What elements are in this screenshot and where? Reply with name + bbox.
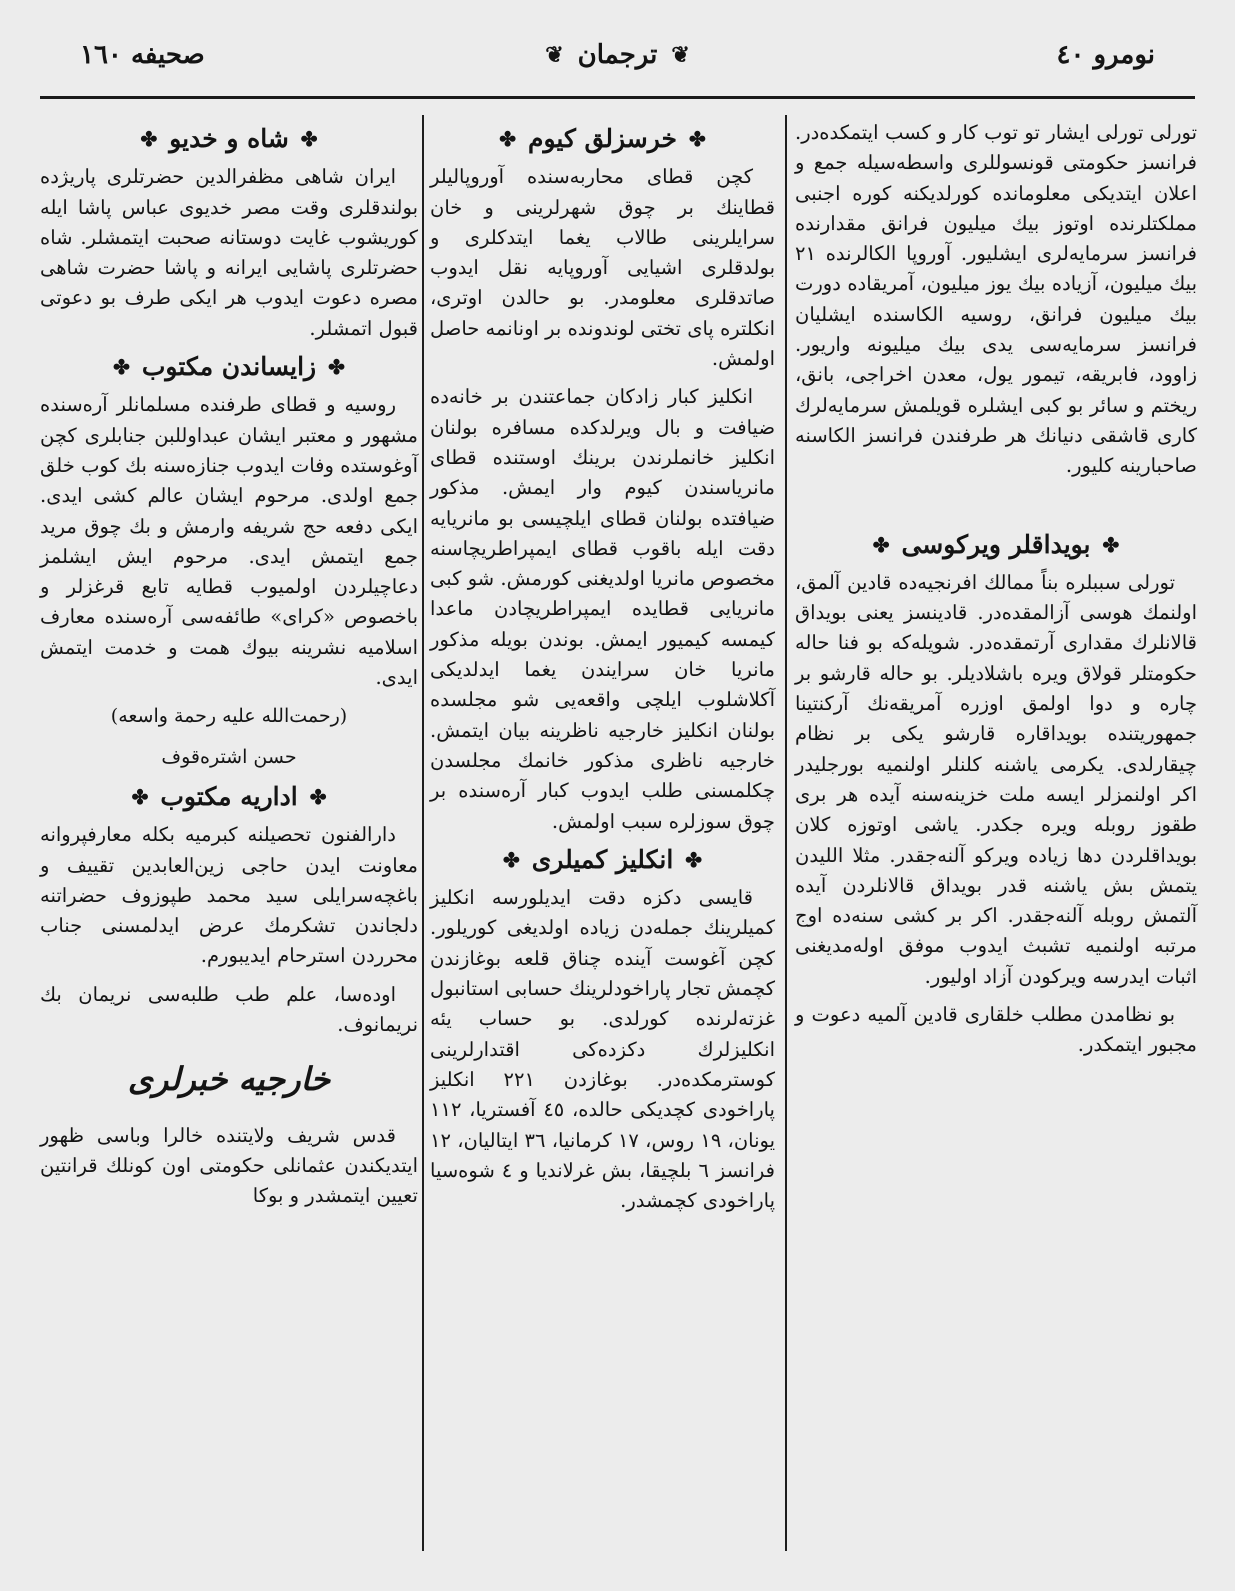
section-title: اداریه مکتوب	[160, 781, 298, 811]
masthead	[545, 40, 690, 70]
section-title-large: خارجیه خبرلری	[127, 1060, 331, 1099]
article-paragraph: بو نظامدن مطلب خلقاری قادین آلمیه دعوت و مجبور ایتمکدر.	[795, 1003, 1197, 1057]
ornament-icon: ✤	[502, 847, 520, 872]
column-left	[40, 118, 418, 1561]
ornament-icon: ❦	[671, 42, 690, 68]
ornament-icon: ✤	[1102, 532, 1120, 557]
article-paragraph: ایران شاهی مظفرالدین حضرتلری پاریژده بولندقلری وقت مصر خدیوی عباس پاشا ایله کوریشوب غایت دوستانه صحبت ایتمشلر. شاه حضرتلری پاشایی ایرانه و پاشا حضرت شاهی مصره دعوت ایدوب هر ایکی طرف بو دعوتی قبول اتمشلر.	[40, 165, 418, 340]
article-paragraph: انکلیز کبار زادکان جماعتندن بر خانه‌ده ضیافت و بال ویرلدکده مسافره بولنان انکلیز خانملرندن برینك اوستنده قطای مانریاسندن کیوم وار ایمش. مذکور ضیافتده بولنان قطای ایلچیسی بو مانریایه دقت ایله باقوب قطای ایمپراطریچاسنه مخصوص مانریا اولدیغنی کورمش. شو کبی مانریایی قطایده ایمپراطریچادن ماعدا کیمسه کیمیور ایمش. بوندن بویله مذکور مانریا خان سرایندن یغما ایدلدیکی آکلاشلوب ایلچی واقعه‌یی شو مجلسده بولنان انکلیز خارجیه ناظرینه بیان ایتمش. خارجیه ناظری مذکور خانمك مجلسدن چکلمسنی طلب ایدوب کبار آره‌سنده بر چوق سوزلره سبب اولمش.	[430, 385, 775, 833]
section-heading	[40, 782, 418, 812]
ornament-icon: ✤	[309, 785, 327, 810]
ornament-icon: ❦	[545, 42, 564, 68]
ornament-icon: ✤	[689, 127, 706, 152]
ornament-icon: ✤	[140, 127, 158, 152]
section-heading	[40, 352, 418, 382]
page-number: صحیفه ۱٦٠	[80, 40, 205, 70]
ornament-icon: ✤	[685, 847, 703, 872]
section-title: شاه و خدیو	[169, 124, 289, 153]
signature: حسن اشتره‌قوف	[161, 745, 297, 768]
column-divider	[422, 115, 424, 1551]
page-header	[40, 28, 1195, 108]
ornament-icon: ✤	[872, 532, 890, 557]
ornament-icon: ✤	[113, 355, 130, 380]
prayer-line: (رحمت‌الله علیه رحمة واسعه)	[110, 705, 348, 728]
section-title: زایساندن مکتوب	[141, 352, 317, 382]
section-title: انکلیز کمیلری	[531, 844, 674, 874]
header-rule	[40, 96, 1195, 99]
section-heading	[430, 845, 775, 875]
article-paragraph: قایسی دکزه دقت ایدیلورسه انکلیز کمیلرینك جمله‌دن زیاده اولدیغی کوریلور. کچن آغوست آینده چناق قلعه بوغازندن کچمش تجار پاراخودلرینك حسابی استانبول غزته‌لرنده کورلدی. بو حساب یئه انکلیزلرك دکزده‌کی اقتدارلرینی کوسترمکده‌در. بوغازدن ۲۲۱ انکلیز پاراخودی کچدیکی حالده، ٤٥ آفستریا، ۱۱۲ یونان، ۱۹ روس، ۱۷ کرمانیا، ۳٦ ایتالیان، ۱۲ فرانسز ٦ بلچیقا، بش غرلاندیا و ٤ شوه‌سیا پاراخودی کچمشدر.	[430, 886, 776, 1213]
column-divider	[785, 115, 787, 1551]
ornament-icon: ✤	[499, 127, 516, 152]
article-paragraph: کچن قطای محاربه‌سنده آوروپالیلر قطاینك بر چوق شهرلرینی و خان سرایلرینی طالاب یغما ایتدکلری و بولدقلری اشیایی آوروپایه نقل ایدوب صاتدقلری معلومدر. بو حالدن اوتری، انکلتره پای تختی لوندونده بر اونانمه حاصل اولمش.	[430, 165, 775, 371]
article-paragraph: روسیه و قطای طرفنده مسلمانلر آره‌سنده مشهور و معتبر ایشان عبداوللبن جنابلری کچن آوغوستده وفات ایدوب جنازه‌سنه بك کوب خلق جمع اولدی. مرحوم ایشان عالم کشی ایدی. ایکی دفعه حج شریفه وارمش و بك چوق مرید جمع ایتمش ایدی. مرحوم ایش ایشلمز دعاچیلردن اولمیوب قطایه تابع قرغزلر و باخصوص «کرای» طائفه‌سی آره‌سنده معارف اسلامیه نشرینه بیوك همت و خدمت ایتمش ایدی.	[40, 393, 418, 690]
ornament-icon: ✤	[131, 785, 149, 810]
article-paragraph: تورلی سببلره بناً ممالك افرنجیه‌ده قادین آلمق، اولنمك هوسی آزالمقده‌در. قادینسز یعنی بویداق قالانلرك مقداری آرتمقده‌در. شویله‌که بو فنا حاله حکومتلر قولاق ویره باشلادیلر. بو حاله قارشو بر چاره و دوا اولمق اوزره آمریقه‌نك آرکنتینا جمهوریتنده بویداقاره قارشو یکی بر نظام چیقارلدی. یکرمی یاشنه کلنلر اولنمیه بورجلیدر اکر اولنمزلر ایسه ملت خزینه‌سنه آیده هر بری طقوز روبله ویره جکدر. یاشی اوتوزه کلان بویداقلردن دها زیاده ویرکو آلنه‌جقدر. مثلا اللیدن یتمش بش یاشنه قدر بویداق قالانلردن آیده آلتمش روبله آلنه‌جقدر. اکر بر کشی سنه‌ده اوج مرتبه اولنمیه تشبث ایدوب موفق اوله‌مدیغنی اثبات ایدرسه ویرکودن آزاد اولیور.	[795, 570, 1197, 988]
section-title: خرسزلق کیوم	[528, 124, 677, 153]
section-heading	[40, 124, 418, 154]
newspaper-title: ترجمان	[577, 40, 658, 70]
signature: اوده‌سا، علم طب طلبه‌سی نریمان بك نریمانوف.	[40, 982, 418, 1037]
ornament-icon: ✤	[328, 355, 345, 380]
section-title: بویداقلر ویرکوسی	[901, 529, 1091, 559]
column-middle	[430, 118, 775, 1561]
article-paragraph: دارالفنون تحصیلنه کبرمیه بکله معارفپروانه معاونت ایدن حاجی زین‌العابدین تقییف و باغچه‌سرایلی سید محمد طپوزوف حضراتنه دلجاندن تشکرمك عرض ایدلمسنی جناب محرردن استرحام ایدیبورم.	[40, 823, 418, 968]
section-heading	[430, 124, 775, 154]
article-paragraph: تورلی تورلی ایشار تو توب کار و کسب ایتمکده‌در. فرانسز حکومتی قونسوللری واسطه‌سیله جمع و اعلان ایتدیکی معلومانده کورلدیکنه کوره اجنبی مملکتلرنده اوتوز بیك میلیون فرانق مقدارنده فرانسز سرمایه‌لری ایشلیور. آوروپا الکالرنده ۲۱ بیك میلیون، آزیاده بیك یوز میلیون، آمریقاده دورت بیك میلیون فرانق، روسیه الکاسنده ایشلیان فرانسز سرمایه‌سی یدی بیك میلیونه واریور. زاوود، فابریقه، تیمور یول، معدن اخراجی، بانق، ریختم و سائر بو کبی ایشلره قویلمش سرمایه‌لرك کاری قاشقی دنیانك هر طرفندن فرانسز الکاسنه صاحبارینه کلیور.	[795, 121, 1197, 478]
article-paragraph: قدس شریف ولایتنده خالرا وباسی ظهور ایتدیکندن عثمانلی حکومتی اون کونلك قرانتین تعیین ایتمشدر و بوکا	[40, 1123, 418, 1208]
ornament-icon: ✤	[300, 127, 318, 152]
issue-number: نومرو ٤٠	[1056, 40, 1155, 70]
column-right	[795, 118, 1197, 1561]
section-heading	[795, 530, 1197, 560]
